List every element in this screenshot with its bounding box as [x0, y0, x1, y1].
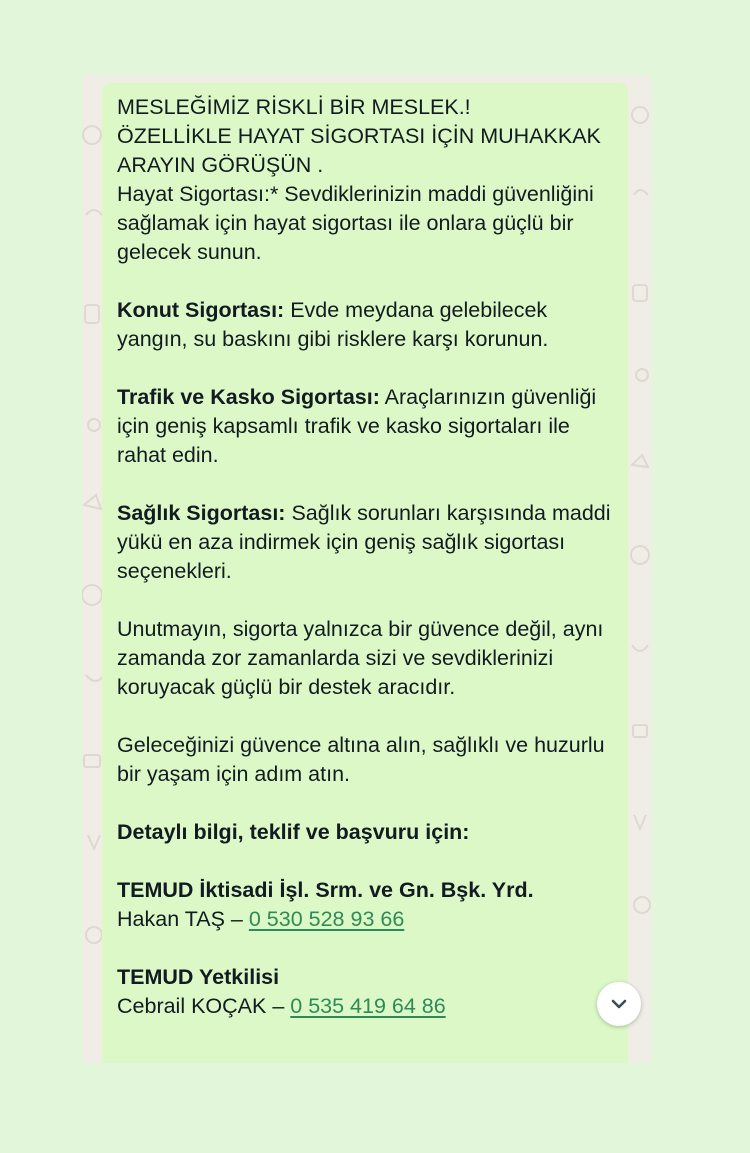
contact-1-name: Hakan TAŞ –	[117, 907, 249, 931]
life-insurance-paragraph	[117, 180, 612, 267]
traffic-insurance-label: Trafik ve Kasko Sigortası:	[117, 385, 380, 409]
home-insurance-paragraph	[117, 296, 612, 354]
contact-1-title-text: TEMUD İktisadi İşl. Srm. ve Gn. Bşk. Yrd.	[117, 878, 534, 902]
traffic-insurance-text: Araçlarınızın güvenliği için geniş kapsamlı trafik ve kasko sigortaları ile rahat edin.	[117, 385, 597, 467]
contact-2-line	[117, 992, 612, 1021]
contact-2-title	[117, 963, 612, 992]
contact-2-phone-link[interactable]: 0 535 419 64 86	[290, 994, 446, 1018]
chevron-down-icon	[609, 994, 629, 1014]
message-intro-line-2: ÖZELLİKLE HAYAT SİGORTASI İÇİN MUHAKKAK ARAYIN GÖRÜŞÜN .	[117, 124, 601, 177]
contact-1-phone-link[interactable]: 0 530 528 93 66	[248, 907, 405, 931]
home-insurance-label: Konut Sigortası:	[117, 298, 285, 322]
message-bubble	[102, 83, 628, 1063]
health-insurance-label: Sağlık Sigortası:	[117, 501, 286, 525]
health-insurance-paragraph	[117, 499, 612, 586]
scroll-down-button[interactable]	[597, 982, 641, 1026]
info-heading-text: Detaylı bilgi, teklif ve başvuru için:	[117, 820, 470, 844]
health-insurance-text: Sağlık sorunları karşısında maddi yükü en aza indirmek için geniş sağlık sigortası seçenekleri.	[117, 501, 611, 583]
home-insurance-text: Evde meydana gelebilecek yangın, su baskını gibi risklere karşı korunun.	[117, 298, 549, 351]
life-insurance-label: Hayat Sigortası:*	[117, 182, 279, 206]
message-intro-line-1: MESLEĞİMİZ RİSKLİ BİR MESLEK.!	[117, 95, 471, 119]
contact-1-line	[117, 905, 612, 934]
life-insurance-text: Sevdiklerinizin maddi güvenliğini sağlamak için hayat sigortası ile onlara güçlü bir gelecek sunun.	[117, 182, 594, 264]
contact-1-title	[117, 876, 612, 905]
future-paragraph: Geleceğinizi güvence altına alın, sağlıklı ve huzurlu bir yaşam için adım atın.	[117, 733, 605, 786]
contact-2-title-text: TEMUD Yetkilisi	[117, 965, 280, 989]
reminder-paragraph: Unutmayın, sigorta yalnızca bir güvence değil, aynı zamanda zor zamanlarda sizi ve sevdiklerinizi koruyacak güçlü bir destek aracıdır.	[117, 617, 604, 699]
info-heading	[117, 818, 612, 847]
chat-area[interactable]	[82, 75, 651, 1063]
contact-2-name: Cebrail KOÇAK –	[117, 994, 291, 1018]
traffic-insurance-paragraph	[117, 383, 612, 470]
